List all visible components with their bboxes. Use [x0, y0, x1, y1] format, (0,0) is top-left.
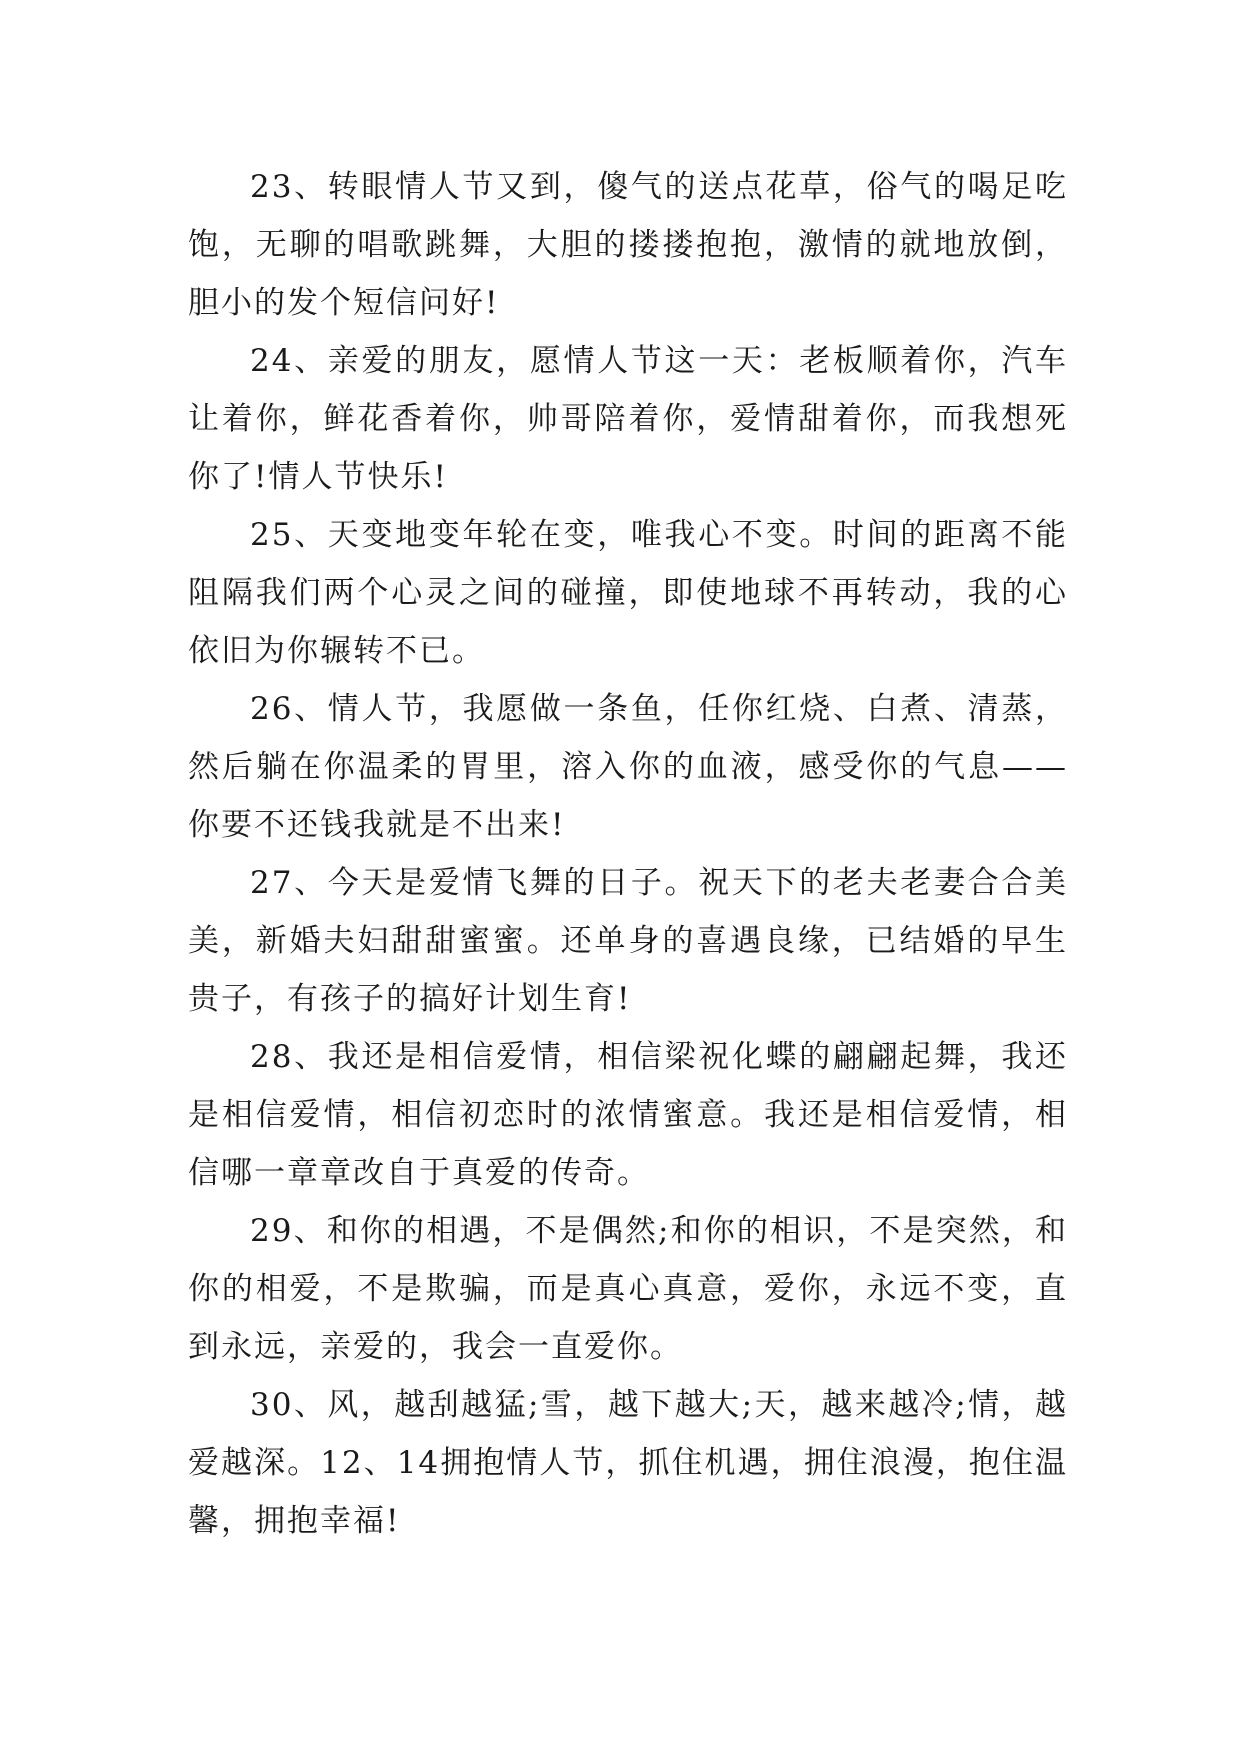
- document-body: [188, 158, 1068, 1550]
- paragraph-26: 26、情人节，我愿做一条鱼，任你红烧、白煮、清蒸，然后躺在你温柔的胃里，溶入你的血液，感受你的气息——你要不还钱我就是不出来!: [188, 691, 1068, 843]
- paragraph-27: 27、今天是爱情飞舞的日子。祝天下的老夫老妻合合美美，新婚夫妇甜甜蜜蜜。还单身的喜遇良缘，已结婚的早生贵子，有孩子的搞好计划生育!: [188, 865, 1068, 1017]
- paragraph-25: 25、天变地变年轮在变，唯我心不变。时间的距离不能阻隔我们两个心灵之间的碰撞，即使地球不再转动，我的心依旧为你辗转不已。: [188, 517, 1068, 669]
- paragraph-29: 29、和你的相遇，不是偶然;和你的相识，不是突然，和你的相爱，不是欺骗，而是真心真意，爱你，永远不变，直到永远，亲爱的，我会一直爱你。: [188, 1213, 1068, 1365]
- paragraph-23: 23、转眼情人节又到，傻气的送点花草，俗气的喝足吃饱，无聊的唱歌跳舞，大胆的搂搂抱抱，激情的就地放倒，胆小的发个短信问好!: [188, 169, 1068, 321]
- paragraph-28: 28、我还是相信爱情，相信梁祝化蝶的翩翩起舞，我还是相信爱情，相信初恋时的浓情蜜意。我还是相信爱情，相信哪一章章改自于真爱的传奇。: [188, 1039, 1068, 1191]
- paragraph-30: 30、风，越刮越猛;雪，越下越大;天，越来越冷;情，越爱越深。12、14拥抱情人节，抓住机遇，拥住浪漫，抱住温馨，拥抱幸福!: [188, 1387, 1068, 1539]
- paragraph-24: 24、亲爱的朋友，愿情人节这一天：老板顺着你，汽车让着你，鲜花香着你，帅哥陪着你，爱情甜着你，而我想死你了!情人节快乐!: [188, 343, 1068, 495]
